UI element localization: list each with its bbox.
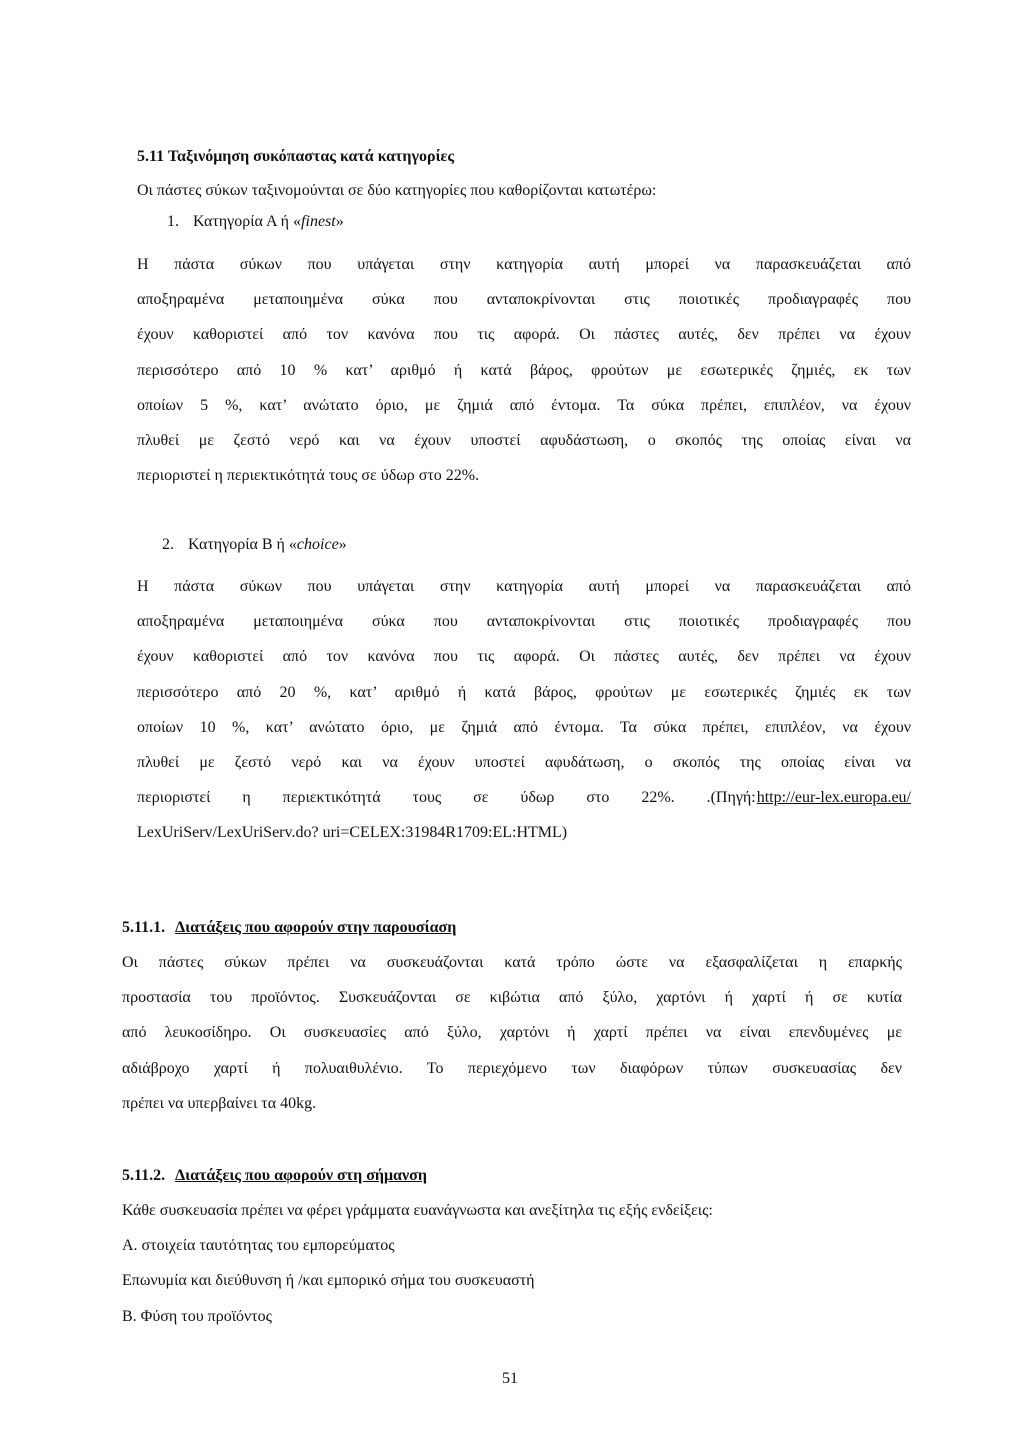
category-b-heading (162, 534, 911, 556)
category-b-source-cont: LexUriServ/LexUriServ.do? uri=CELEX:31984R1709:EL:HTML) (137, 824, 568, 841)
section-heading-block (137, 144, 807, 204)
category-a-block (137, 205, 911, 495)
category-a-line: περισσότερο από 10 % κατ’ αριθμό ή κατά βάρος, φρούτων με εσωτερικές ζημιές, εκ των (137, 362, 911, 379)
category-a-number: 1. (167, 213, 179, 230)
category-a-close: » (335, 213, 344, 230)
category-b-close: » (338, 536, 347, 553)
subsection-1-line: από λευκοσίδηρο. Οι συσκευασίες από ξύλο, χαρτόνι ή χαρτί πρέπει να είναι επενδυμένες με (122, 1024, 902, 1041)
category-a-label: Κατηγορία Α ή « (193, 213, 302, 230)
category-a-heading (167, 211, 911, 233)
category-b-name: choice (296, 536, 339, 553)
subsection-2-heading (122, 1165, 902, 1187)
category-b-line: πλυθεί με ζεστό νερό και να έχουν υποστεί αφυδάτωση, ο σκοπός της οποίας είναι να (137, 754, 911, 771)
subsection-1-heading (122, 917, 902, 939)
category-a-line: Η πάστα σύκων που υπάγεται στην κατηγορία αυτή μπορεί να παρασκευάζεται από (137, 256, 911, 273)
category-a-line: αποξηραμένα μεταποιημένα σύκα που ανταποκρίνονται στις ποιοτικές προδιαγραφές που (137, 291, 911, 308)
category-a-name: finest (301, 213, 336, 230)
category-b-block (137, 532, 911, 842)
subsection-1-block (122, 915, 902, 1120)
category-b-last-text: περιοριστεί η περιεκτικότητά τους σε ύδωρ στο 22%. .(Πηγή: (137, 789, 756, 806)
category-b-line: περισσότερο από 20 %, κατ’ αριθμό ή κατά βάρος, φρούτων με εσωτερικές ζημιές εκ των (137, 684, 911, 701)
subsection-2-line: Α. στοιχεία ταυτότητας του εμπορεύματος (122, 1237, 395, 1254)
subsection-1-title: Διατάξεις που αφορούν στην παρουσίαση (175, 919, 457, 936)
category-b-source-line (137, 787, 911, 809)
category-a-line: περιοριστεί η περιεκτικότητά τους σε ύδωρ στο 22%. (137, 467, 480, 484)
subsection-1-number: 5.11.1. (122, 919, 166, 936)
section-intro: Οι πάστες σύκων ταξινομούνται σε δύο κατηγορίες που καθορίζονται κατωτέρω: (137, 182, 657, 199)
category-b-line: οποίων 10 %, κατ’ ανώτατο όριο, με ζημιά από έντομα. Τα σύκα πρέπει, επιπλέον, να έχουν (137, 719, 911, 736)
category-b-line: έχουν καθοριστεί από τον κανόνα που τις αφορά. Οι πάστες αυτές, δεν πρέπει να έχουν (137, 648, 911, 665)
category-a-line: οποίων 5 %, κατ’ ανώτατο όριο, με ζημιά από έντομα. Τα σύκα πρέπει, επιπλέον, να έχουν (137, 397, 911, 414)
page-number: 51 (502, 1370, 518, 1387)
subsection-2-title: Διατάξεις που αφορούν στη σήμανση (175, 1167, 427, 1184)
category-b-label: Κατηγορία Β ή « (188, 536, 297, 553)
category-b-line: αποξηραμένα μεταποιημένα σύκα που ανταποκρίνονται στις ποιοτικές προδιαγραφές που (137, 613, 911, 630)
source-link[interactable]: http://eur-lex.europa.eu/ (756, 789, 911, 806)
category-b-number: 2. (162, 536, 174, 553)
subsection-2-block (122, 1163, 902, 1333)
category-b-line: Η πάστα σύκων που υπάγεται στην κατηγορία αυτή μπορεί να παρασκευάζεται από (137, 578, 911, 595)
subsection-1-line: προστασία του προϊόντος. Συσκευάζονται σε κιβώτια από ξύλο, χαρτόνι ή χαρτί ή σε κυτία (122, 989, 902, 1006)
subsection-1-line: Οι πάστες σύκων πρέπει να συσκευάζονται κατά τρόπο ώστε να εξασφαλίζεται η επαρκής (122, 954, 902, 971)
subsection-2-line: Κάθε συσκευασία πρέπει να φέρει γράμματα ευανάγνωστα και ανεξίτηλα τις εξής ενδείξεις: (122, 1202, 713, 1219)
subsection-2-line: Β. Φύση του προϊόντος (122, 1308, 272, 1325)
subsection-2-number: 5.11.2. (122, 1167, 166, 1184)
section-title: 5.11 Ταξινόμηση συκόπαστας κατά κατηγορίες (137, 148, 455, 165)
subsection-2-line: Επωνυμία και διεύθυνση ή /και εμπορικό σήμα του συσκευαστή (122, 1272, 535, 1289)
category-a-line: έχουν καθοριστεί από τον κανόνα που τις αφορά. Οι πάστες αυτές, δεν πρέπει να έχουν (137, 326, 911, 343)
subsection-1-last-line: πρέπει να υπερβαίνει τα 40kg. (122, 1095, 317, 1112)
subsection-1-line: αδιάβροχο χαρτί ή πολυαιθυλένιο. Το περιεχόμενο των διαφόρων τύπων συσκευασίας δεν (122, 1060, 902, 1077)
category-a-line: πλυθεί με ζεστό νερό και να έχουν υποστεί αφυδάστωση, ο σκοπός της οποίας είναι να (137, 432, 911, 449)
